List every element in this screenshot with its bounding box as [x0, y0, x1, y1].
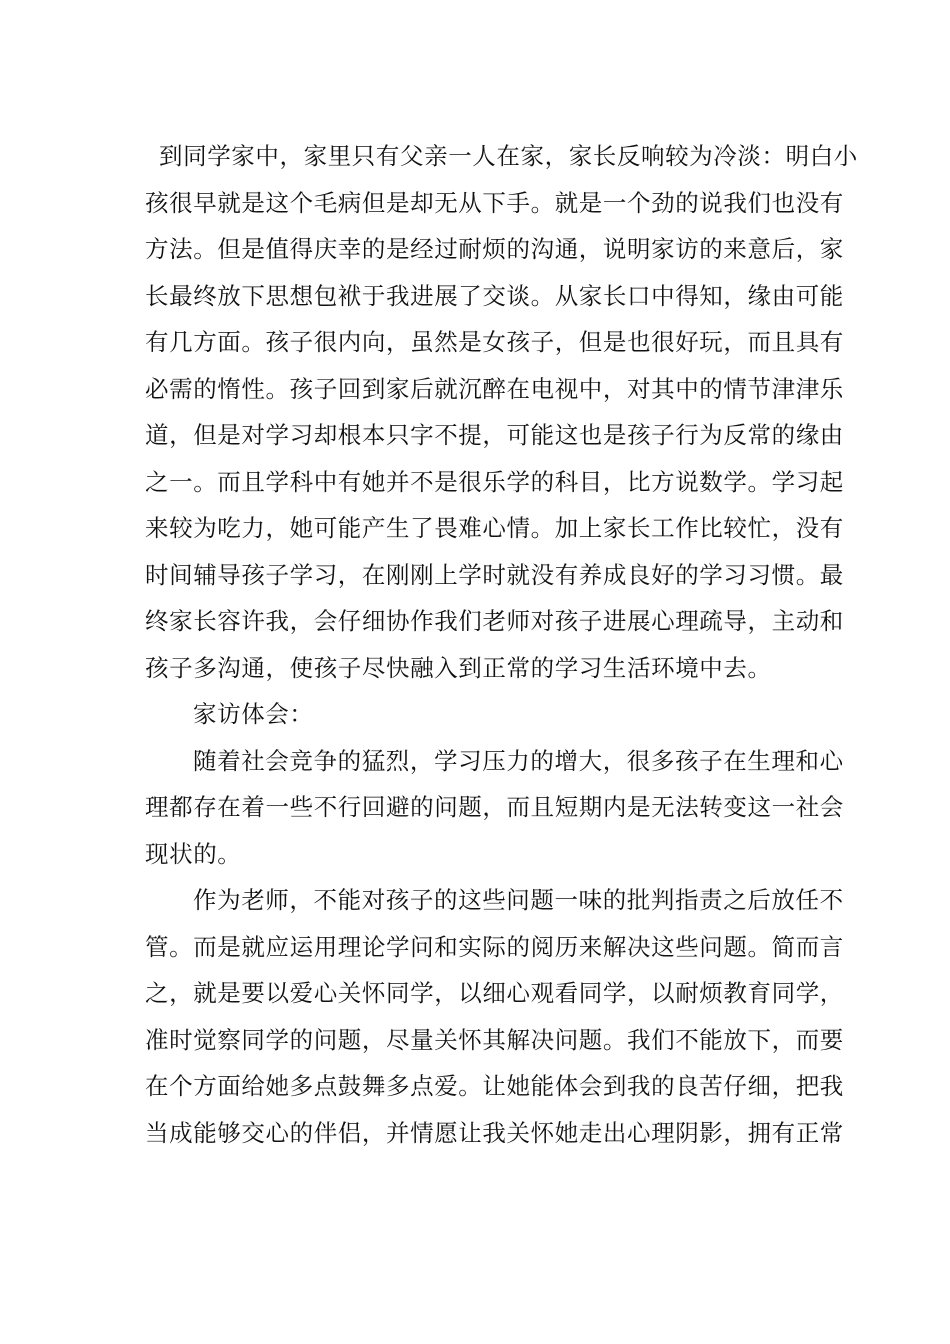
body-text — [145, 133, 858, 1156]
section-heading: 家访体会： — [193, 700, 314, 728]
text-line: 随着社会竞争的猛烈，学习压力的增大，很多孩子在生理和心 — [193, 746, 844, 775]
text-line: 在个方面给她多点鼓舞多点爱。让她能体会到我的良苦仔细，把我 — [145, 1072, 844, 1100]
text-line: 必需的惰性。孩子回到家后就沉醉在电视中，对其中的情节津津乐 — [145, 374, 844, 403]
paragraph-teacher-role — [145, 877, 844, 1156]
text-line: 现状的。 — [145, 839, 242, 868]
text-line: 到同学家中，家里只有父亲一人在家，家长反响较为冷淡：明白小 — [159, 142, 858, 170]
text-line: 孩子多沟通，使孩子尽快融入到正常的学习生活环境中去。 — [145, 653, 772, 682]
text-line: 之，就是要以爱心关怀同学，以细心观看同学，以耐烦教育同学， — [145, 979, 844, 1007]
text-line: 准时觉察同学的问题，尽量关怀其解决问题。我们不能放下，而要 — [145, 1025, 844, 1054]
text-line: 时间辅导孩子学习，在刚刚上学时就没有养成良好的学习习惯。最 — [145, 560, 844, 589]
text-line: 之一。而且学科中有她并不是很乐学的科目，比方说数学。学习起 — [145, 467, 844, 496]
text-line: 来较为吃力，她可能产生了畏难心情。加上家长工作比较忙，没有 — [145, 514, 844, 542]
paragraph-heading-reflection — [145, 691, 809, 738]
text-line: 管。而是就应运用理论学问和实际的阅历来解决这些问题。简而言 — [145, 932, 844, 961]
paragraph-social-pressure — [145, 738, 844, 878]
text-line: 有几方面。孩子很内向，虽然是女孩子，但是也很好玩，而且具有 — [145, 328, 844, 356]
text-line: 当成能够交心的伴侣，并情愿让我关怀她走出心理阴影，拥有正常 — [145, 1118, 844, 1147]
text-line: 长最终放下思想包袱于我进展了交谈。从家长口中得知，缘由可能 — [145, 281, 844, 310]
text-line: 方法。但是值得庆幸的是经过耐烦的沟通，说明家访的来意后，家 — [145, 235, 844, 263]
paragraph-home-visit-account — [145, 133, 858, 691]
text-line: 理都存在着一些不行回避的问题，而且短期内是无法转变这一社会 — [145, 793, 844, 821]
text-line: 作为老师，不能对孩子的这些问题一味的批判指责之后放任不 — [193, 886, 844, 914]
text-line: 道，但是对学习却根本只字不提，可能这也是孩子行为反常的缘由 — [145, 421, 844, 449]
text-line: 孩很早就是这个毛病但是却无从下手。就是一个劲的说我们也没有 — [145, 188, 844, 217]
text-line: 终家长容许我，会仔细协作我们老师对孩子进展心理疏导，主动和 — [145, 607, 844, 635]
